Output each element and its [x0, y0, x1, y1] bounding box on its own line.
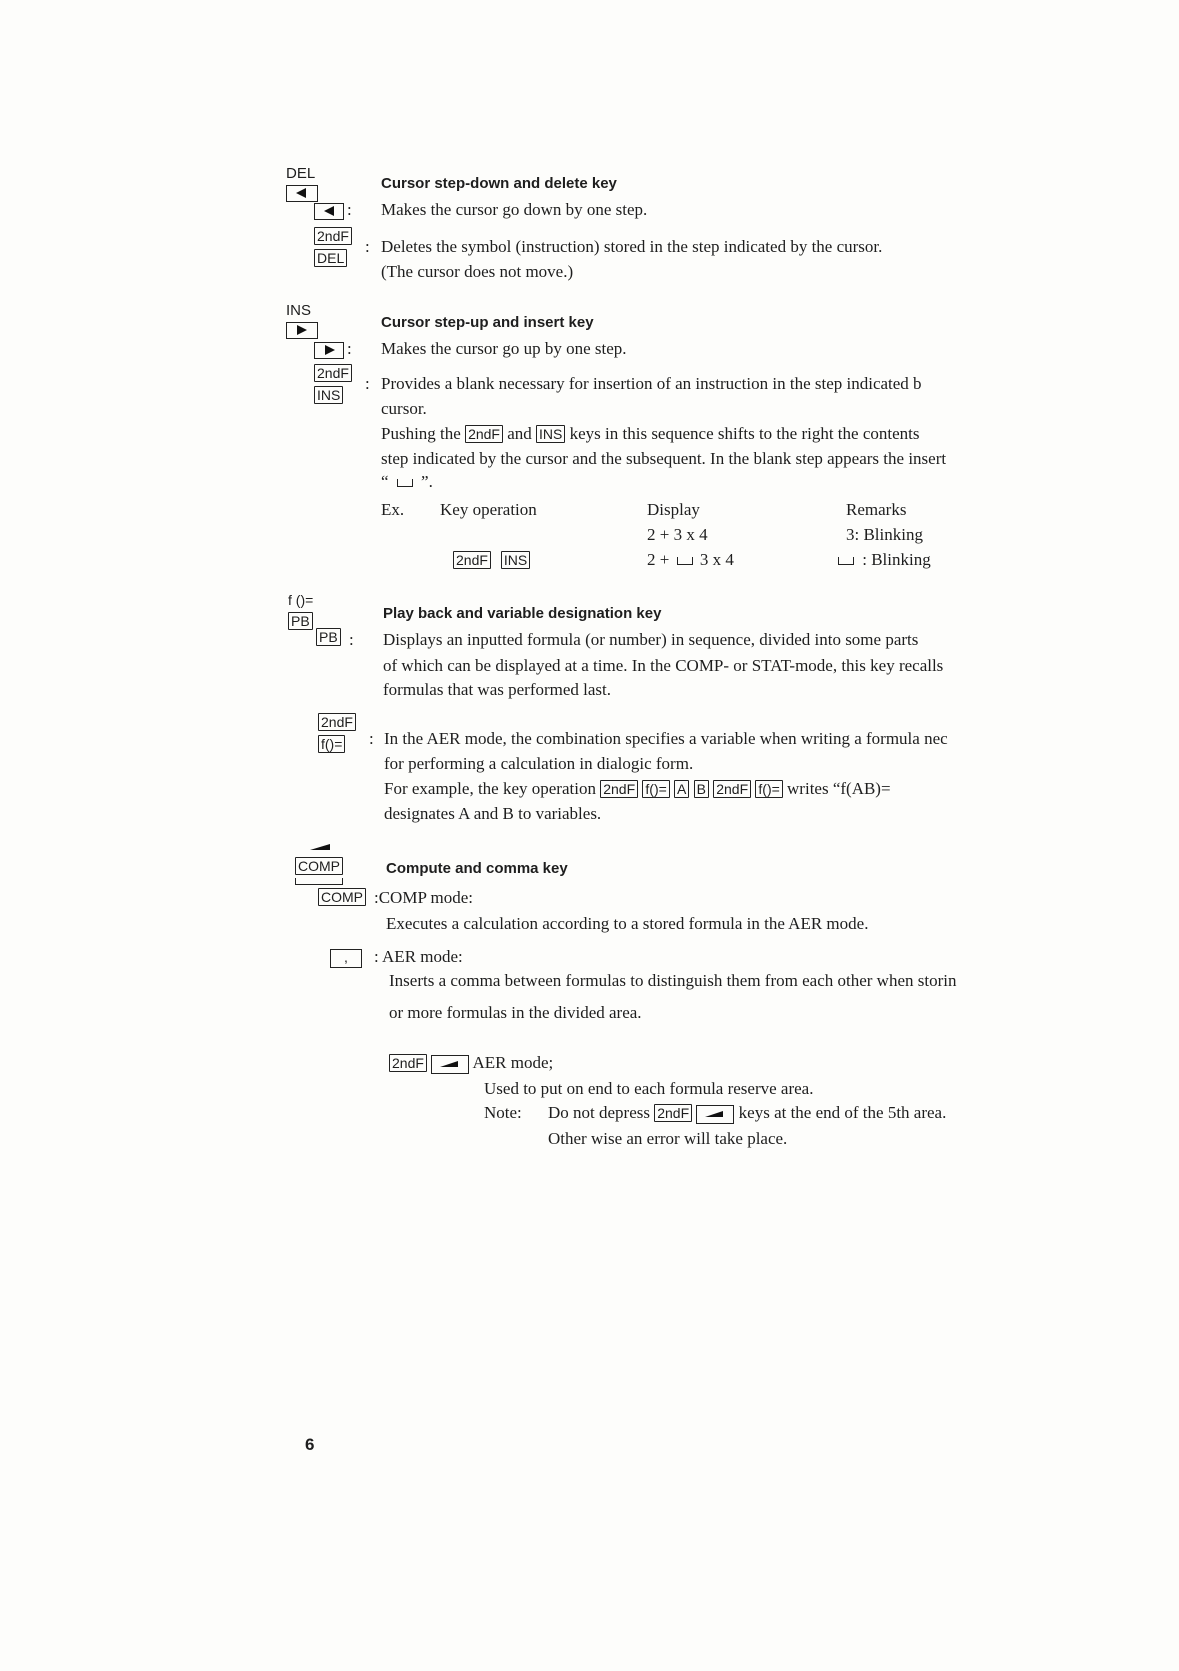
end-wedge-icon [310, 838, 330, 856]
row2-keys [453, 551, 530, 570]
del-heading: Cursor step-down and delete key [381, 175, 617, 192]
pb-aer-desc-2: for performing a calculation in dialogic form. [384, 754, 694, 773]
step-up-key-icon [314, 342, 344, 359]
comp-key: COMP [295, 857, 343, 875]
b-key: B [694, 780, 709, 798]
del-desc-1: Deletes the symbol (instruction) stored in the step indicated by the cursor. [381, 237, 883, 256]
colon: : [365, 374, 370, 393]
ins-desc-1: Provides a blank necessary for insertion of an instruction in the step indicated b [381, 374, 922, 393]
blank-cursor-icon [677, 557, 693, 565]
a-key: A [674, 780, 689, 798]
colon: : [369, 729, 374, 748]
blank-cursor-icon [838, 557, 854, 565]
pb-heading: Play back and variable designation key [383, 605, 662, 622]
ins-key-label: INS [286, 302, 312, 319]
row1-remark: 3: Blinking [846, 525, 923, 544]
blank-cursor-icon [397, 479, 413, 487]
f-key: f()= [755, 780, 782, 798]
for-example-line: For example, the key operation 2ndF f()= A B 2ndF f()= writes “f(AB)= [384, 779, 891, 798]
2ndf-key: 2ndF [314, 364, 352, 382]
aer-desc-2: or more formulas in the divided area. [389, 1003, 642, 1022]
comp-key: COMP [318, 888, 366, 906]
f-key: f()= [642, 780, 669, 798]
2ndf-key: 2ndF [713, 780, 751, 798]
comp-heading: Compute and comma key [386, 860, 568, 877]
2ndf-key: 2ndF [654, 1104, 692, 1122]
ins-key: INS [501, 551, 530, 569]
2ndf-key: 2ndF [314, 227, 352, 245]
note-label: Note: [484, 1103, 522, 1122]
push-line-2: step indicated by the cursor and the subsequent. In the blank step appears the insert [381, 449, 947, 468]
aer-mode-2-line: 2ndF AER mode; [389, 1051, 553, 1075]
ins-heading: Cursor step-up and insert key [381, 314, 594, 331]
note-line-2: Other wise an error will take place. [548, 1129, 788, 1148]
del-desc-2: (The cursor does not move.) [381, 262, 574, 281]
pb-desc-1: Displays an inputted formula (or number) in sequence, divided into some parts [383, 630, 919, 649]
aer-desc-1: Inserts a comma between formulas to distinguish them from each other when storin [389, 971, 957, 990]
2ndf-key: 2ndF [600, 780, 638, 798]
comp-mode: :COMP mode: [374, 888, 474, 907]
f-key-label: f ()= [288, 592, 314, 608]
pb-desc-3: formulas that was performed last. [383, 680, 612, 699]
del-key-label: DEL [286, 165, 316, 182]
example-label: Ex. [381, 500, 405, 519]
col-display: Display [647, 500, 700, 519]
ins-desc-2: cursor. [381, 399, 427, 418]
2ndf-key: 2ndF [453, 551, 491, 569]
2ndf-key: 2ndF [389, 1054, 427, 1072]
f-key: f()= [318, 735, 345, 753]
ins-key: INS [314, 386, 343, 404]
end-key [431, 1055, 469, 1074]
step-down-key-icon [314, 203, 344, 220]
comma-key-icon [295, 878, 343, 885]
aer-mode: : AER mode: [374, 947, 463, 966]
pb-key: PB [288, 612, 313, 630]
2ndf-key: 2ndF [465, 425, 503, 443]
page-number: 6 [305, 1435, 315, 1454]
colon: : [349, 630, 354, 649]
step-up-key-icon [286, 322, 318, 339]
col-key-operation: Key operation [440, 500, 537, 519]
blank-symbol-line: “ ”. [381, 472, 433, 491]
ins-arrow-desc: Makes the cursor go up by one step. [381, 339, 627, 358]
row2-display: 2 + 3 x 4 [647, 550, 734, 569]
colon: : [347, 339, 352, 358]
del-arrow-desc: Makes the cursor go down by one step. [381, 200, 648, 219]
end-key [696, 1105, 734, 1124]
del-key: DEL [314, 249, 347, 267]
colon: : [347, 200, 352, 219]
2ndf-key: 2ndF [318, 713, 356, 731]
col-remarks: Remarks [846, 500, 907, 519]
comp-desc: Executes a calculation according to a stored formula in the AER mode. [386, 914, 869, 933]
push-line-1: Pushing the 2ndF and INS keys in this sequence shifts to the right the contents [381, 424, 920, 443]
comma-key: , [330, 949, 362, 968]
row2-remark: : Blinking [838, 548, 931, 572]
pb-key: PB [316, 628, 341, 646]
colon: : [365, 237, 370, 256]
step-down-key-icon [286, 185, 318, 202]
ins-key: INS [536, 425, 565, 443]
used-line: Used to put on end to each formula reserve area. [484, 1079, 814, 1098]
pb-aer-desc-1: In the AER mode, the combination specifies a variable when writing a formula nec [384, 729, 948, 748]
row1-display: 2 + 3 x 4 [647, 525, 708, 544]
note-line-1: Do not depress 2ndF keys at the end of the 5th area. [548, 1103, 947, 1122]
for-example-line-2: designates A and B to variables. [384, 804, 602, 823]
pb-desc-2: of which can be displayed at a time. In the COMP- or STAT-mode, this key recalls [383, 656, 944, 675]
